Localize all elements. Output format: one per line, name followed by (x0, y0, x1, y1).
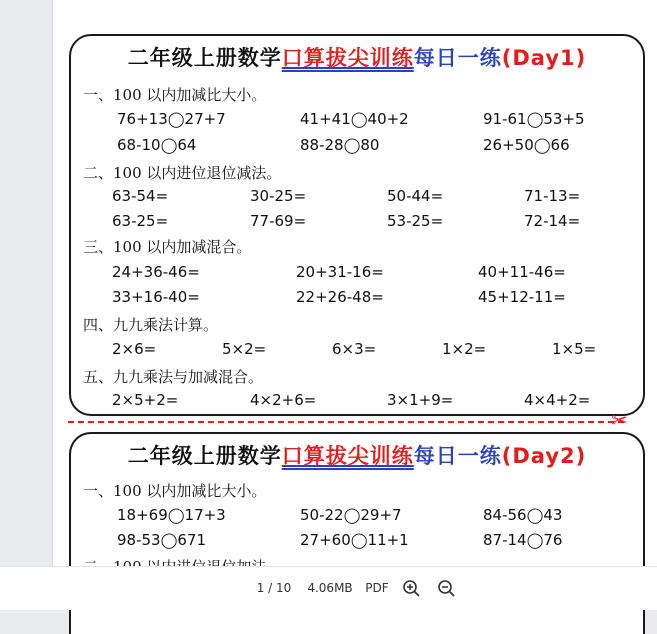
title-part-training: 口算拔尖训练 (281, 45, 414, 70)
problem: 6×3= (332, 340, 377, 358)
problem: 63-25= (112, 212, 169, 230)
problem: 1×2= (442, 340, 487, 358)
problem: 3×1+9= (387, 391, 454, 409)
zoom-in-icon[interactable] (400, 577, 422, 599)
worksheet-title (71, 42, 643, 72)
scissors-icon: ✂ (611, 408, 628, 432)
problem: 87-14◯76 (483, 531, 563, 549)
pdf-page (52, 0, 657, 600)
section-heading: 一、100 以内加减比大小。 (83, 86, 267, 104)
problem: 18+69◯17+3 (117, 506, 226, 524)
problem: 2×5+2= (112, 391, 179, 409)
problem: 45+12-11= (478, 288, 566, 306)
problem: 1×5= (552, 340, 597, 358)
section-heading: 五、九九乘法与加减混合。 (83, 368, 264, 386)
title-part-grade: 二年级上册数学 (127, 443, 282, 468)
problem: 50-22◯29+7 (300, 506, 402, 524)
problem: 33+16-40= (112, 288, 200, 306)
problem: 68-10◯64 (117, 136, 197, 154)
problem: 5×2= (222, 340, 267, 358)
title-day-label: (Day1) (501, 46, 587, 70)
worksheet-day1 (69, 34, 645, 416)
problem: 72-14= (524, 212, 581, 230)
problem: 20+31-16= (296, 263, 384, 281)
problem: 71-13= (524, 187, 581, 205)
file-type-label: PDF (365, 581, 389, 595)
viewer-toolbar (0, 566, 657, 610)
page-indicator[interactable]: 1 / 10 (256, 581, 292, 595)
title-part-daily: 每日一练 (413, 443, 502, 468)
problem: 84-56◯43 (483, 506, 563, 524)
problem: 88-28◯80 (300, 136, 380, 154)
problem: 22+26-48= (296, 288, 384, 306)
problem: 41+41◯40+2 (300, 110, 409, 128)
problem: 98-53◯671 (117, 531, 207, 549)
problem: 4×2+6= (250, 391, 317, 409)
title-part-grade: 二年级上册数学 (127, 45, 282, 70)
problem: 63-54= (112, 187, 169, 205)
problem: 53-25= (387, 212, 444, 230)
problem: 91-61◯53+5 (483, 110, 585, 128)
section-heading: 二、100 以内进位退位减法。 (83, 164, 282, 182)
section-heading: 四、九九乘法计算。 (83, 316, 219, 334)
problem: 50-44= (387, 187, 444, 205)
problem: 77-69= (250, 212, 307, 230)
file-size-label: 4.06MB (307, 581, 353, 595)
zoom-out-icon[interactable] (435, 577, 457, 599)
worksheet-title (71, 440, 643, 470)
title-part-daily: 每日一练 (413, 45, 502, 70)
problem: 26+50◯66 (483, 136, 570, 154)
problem: 24+36-46= (112, 263, 200, 281)
title-day-label: (Day2) (501, 444, 587, 468)
cut-line (68, 421, 624, 423)
problem: 27+60◯11+1 (300, 531, 409, 549)
problem: 76+13◯27+7 (117, 110, 226, 128)
problem: 30-25= (250, 187, 307, 205)
section-heading: 三、100 以内加减混合。 (83, 238, 252, 256)
title-part-training: 口算拔尖训练 (281, 443, 414, 468)
problem: 4×4+2= (524, 391, 591, 409)
section-heading: 一、100 以内加减比大小。 (83, 482, 267, 500)
problem: 40+11-46= (478, 263, 566, 281)
problem: 2×6= (112, 340, 157, 358)
